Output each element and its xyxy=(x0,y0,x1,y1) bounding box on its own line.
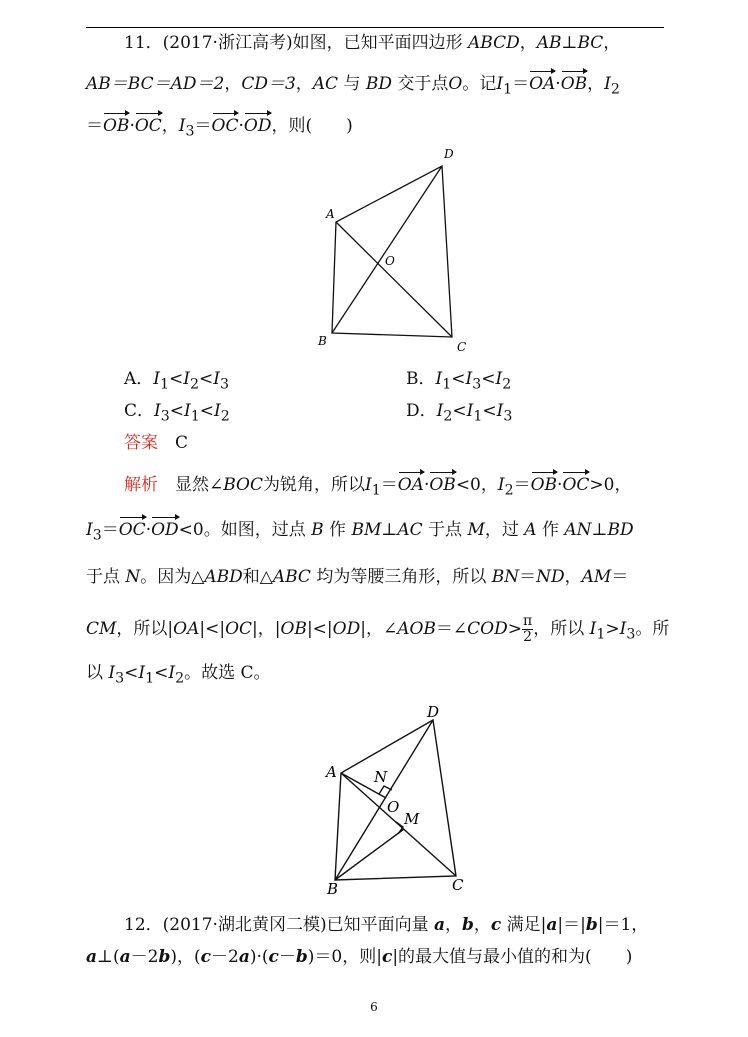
option-c-letter: C． xyxy=(124,401,155,421)
fig2-diagonal-bd xyxy=(335,720,433,880)
analysis-text: 以 xyxy=(86,663,103,683)
q12-vec-c: c xyxy=(490,915,502,935)
fig1-label-a: A xyxy=(326,207,335,221)
q12-source: (2017·湖北黄冈二模) xyxy=(162,915,327,935)
fig2-label-b: B xyxy=(327,880,339,898)
analysis-text: 作 xyxy=(329,520,347,540)
analysis-text: 作 xyxy=(541,520,559,540)
analysis-text: 于点 xyxy=(86,567,120,587)
analysis-text: ，所以| xyxy=(116,619,174,639)
analysis-text: 和△ xyxy=(242,567,273,587)
option-c: C．$I_3<I_1<I_2$ xyxy=(124,401,230,425)
analysis-text: 均为等腰三角形，所以 xyxy=(316,567,487,587)
analysis-line-4: CM，所以|OA|<|OC|，|OB|<|OD|，∠AOB＝∠COD> $\frac{\pi}{2}$ ，所以 $I_1>I_3$。所 xyxy=(86,613,670,645)
q11-bd: BD xyxy=(365,74,392,94)
option-a: A．$I_1<I_2<I_3$ xyxy=(124,369,229,393)
page-number: 6 xyxy=(370,1000,378,1014)
option-b-letter: B． xyxy=(406,369,436,389)
q12-vec-a: a xyxy=(433,915,445,935)
answer-value: C xyxy=(175,433,189,453)
fig2-label-a: A xyxy=(326,763,337,781)
fig2-label-c: C xyxy=(452,876,464,894)
fig1-label-d: D xyxy=(444,147,454,161)
q12-vec-b: b xyxy=(462,915,474,935)
option-a-letter: A． xyxy=(124,369,154,389)
q11-abcd: ABCD xyxy=(467,33,520,53)
frac-den: 2 xyxy=(523,629,533,645)
fig1-label-c: C xyxy=(457,340,467,354)
q11-number: 11． xyxy=(124,33,163,53)
analysis-text: 为锐角，所以 xyxy=(263,475,366,495)
q11-source: (2017·浙江高考) xyxy=(162,33,293,53)
fig2-label-n: N xyxy=(374,768,388,786)
q11-ji: 。记 xyxy=(462,74,497,94)
q12-text: 最大值与最小值的和为( ) xyxy=(415,947,633,967)
answer-label: 答案 xyxy=(124,433,158,453)
option-d-letter: D． xyxy=(406,401,437,421)
analysis-text: 。因为△ xyxy=(140,567,205,587)
q12-number: 12． xyxy=(124,915,163,935)
option-d: D．$I_2<I_1<I_3$ xyxy=(406,401,513,425)
q11-cd: CD＝3 xyxy=(241,74,296,94)
analysis-text: 于点 xyxy=(428,520,463,540)
q11-ac: AC xyxy=(312,74,339,94)
q12-line-2: a⊥(a－2b)，(c－2a)·(c－b)＝0，则|c|的最大值与最小值的和为( ) xyxy=(86,947,633,967)
analysis-line-3: 于点 N。因为△ABD和△ABC 均为等腰三角形，所以 BN＝ND，AM＝ xyxy=(86,567,629,587)
q11-answer-paren: ( ) xyxy=(305,116,353,136)
fig2-label-m: M xyxy=(404,810,420,828)
analysis-text: 。如图，过点 xyxy=(203,520,306,540)
analysis-boc: BOC xyxy=(223,475,264,495)
analysis-text: 。所 xyxy=(635,619,670,639)
analysis-line-5: 以 $I_3<I_1<I_2$。故选 C。 xyxy=(86,663,271,687)
analysis-text: ，过 xyxy=(484,520,519,540)
fig2-label-o: O xyxy=(387,798,400,816)
analysis-text: 显然∠ xyxy=(175,475,224,495)
q11-ab-perp-bc: AB⊥BC xyxy=(536,33,604,53)
q11-line-1: 11．(2017·浙江高考)如图，已知平面四边形 ABCD，AB⊥BC， xyxy=(124,33,621,53)
analysis-label: 解析 xyxy=(124,475,158,495)
fig1-label-o: O xyxy=(385,254,395,268)
fig2-segment-bm xyxy=(335,829,404,880)
q11-lengths: AB＝BC＝AD＝2 xyxy=(86,74,225,94)
q12-satisfy: 满足| xyxy=(506,915,547,935)
analysis-line-1: 解析 显然∠BOC为锐角，所以$I_1=OA\cdot OB<0$，$I_2=OB\cdot OC>0$， xyxy=(124,475,632,499)
q12-stem: 已知平面向量 xyxy=(326,915,429,935)
q11-yu: 与 xyxy=(343,74,361,94)
analysis-line-2: $I_3=OC\cdot OD<0$。如图，过点 B 作 BM⊥AC 于点 M，过 A 作 AN⊥BD xyxy=(86,520,634,544)
analysis-text: ，所以 xyxy=(533,619,585,639)
q12-line-1: 12．(2017·湖北黄冈二模)已知平面向量 a，b，c 满足|a|＝|b|＝1， xyxy=(124,915,649,935)
q11-stem: 如图，已知平面四边形 xyxy=(292,33,463,53)
analysis-text: ，∠ xyxy=(365,619,398,639)
fig2-label-d: D xyxy=(427,703,440,721)
analysis-text: 。故选 C。 xyxy=(184,663,271,683)
option-b: B．$I_1<I_3<I_2$ xyxy=(406,369,512,393)
fig1-label-b: B xyxy=(318,334,327,348)
q11-line-2: AB＝BC＝AD＝2，CD＝3，AC 与 BD 交于点O。记$I_1=OA\cdot OB$，$I_2$ xyxy=(86,74,620,98)
frac-num: π xyxy=(523,613,533,629)
q11-line-3: ＝OB·OC，$I_3=OC\cdot OD$，则( ) xyxy=(86,116,353,140)
q11-o: O xyxy=(448,74,463,94)
q11-meet: 交于点 xyxy=(397,74,449,94)
q12-text: ，( xyxy=(177,947,201,967)
